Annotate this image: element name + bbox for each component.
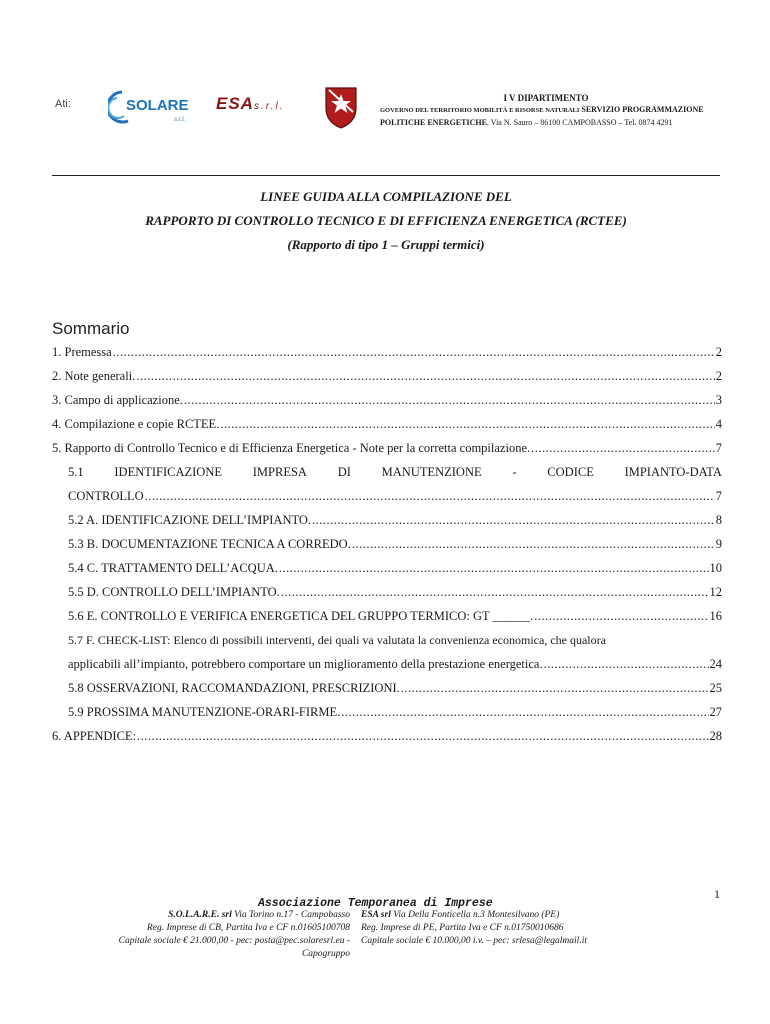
footer-esa-line1: ESA srl Via Della Fonticella n.3 Montesilvano (PE) — [361, 910, 560, 920]
footer-solare-info — [72, 909, 350, 961]
esa-logo-suffix: s.r.l. — [253, 101, 285, 112]
toc-item-5-7-line2[interactable]: applicabili all’impianto, potrebbero comportare un miglioramento della prestazione energetica. ..... 24 — [52, 652, 722, 676]
toc-page: 7 — [715, 489, 722, 503]
toc-item-5-6[interactable]: 5.6 E. CONTROLLO E VERIFICA ENERGETICA DEL GRUPPO TERMICO: GT ______. ..... 16 — [52, 604, 722, 628]
footer-esa-line2: Reg. Imprese di PE, Partita Iva e CF n.01750010686 — [361, 923, 564, 933]
title-line3: (Rapporto di tipo 1 – Gruppi termici) — [287, 237, 485, 252]
toc-item-5-1-line2[interactable]: CONTROLLO ..... 7 — [52, 484, 722, 508]
toc-page: 16 — [709, 609, 722, 623]
toc-heading: Sommario — [52, 319, 130, 338]
footer-solare-line1: S.O.L.A.R.E. srl Via Torino n.17 - Campobasso — [168, 910, 350, 920]
toc-page: 10 — [709, 561, 722, 575]
toc-item-campo-applicazione[interactable]: 3. Campo di applicazione. ..... 3 — [52, 388, 722, 412]
header-divider — [52, 175, 720, 176]
footer-solare-line2: Reg. Imprese di CB, Partita Iva e CF n.01605100708 — [146, 923, 350, 933]
department-line1: GOVERNO DEL TERRITORIO MOBILITÀ E RISORSE NATURALI SERVIZIO PROGRAMMAZIONE — [380, 105, 704, 114]
toc-page: 2 — [715, 345, 722, 359]
toc-page: 24 — [709, 657, 722, 671]
toc-page: 25 — [709, 681, 722, 695]
toc-page: 7 — [715, 441, 722, 455]
toc-page: 9 — [715, 537, 722, 551]
toc-item-premessa[interactable]: 1. Premessa ..... 2 — [52, 340, 722, 364]
solare-logo-sub: s.r.l. — [174, 117, 186, 123]
title-line2: RAPPORTO DI CONTROLLO TECNICO E DI EFFICIENZA ENERGETICA (RCTEE) — [145, 213, 627, 228]
toc-page: 4 — [715, 417, 722, 431]
toc-item-appendice[interactable]: 6. APPENDICE: ..... 28 — [52, 724, 722, 748]
toc-item-compilazione[interactable]: 4. Compilazione e copie RCTEE. ..... 4 — [52, 412, 722, 436]
solare-logo-text: SOLARE — [126, 97, 189, 114]
toc-item-5-7-line1[interactable]: 5.7 F. CHECK-LIST: Elenco di possibili interventi, dei quali va valutata la convenienza economica, che qualora — [68, 633, 606, 647]
molise-crest-icon — [322, 84, 360, 130]
page-number: 1 — [714, 887, 720, 901]
toc-item-5-5[interactable]: 5.5 D. CONTROLLO DELL’IMPIANTO. ..... 12 — [52, 580, 722, 604]
esa-logo-text: ESA — [216, 94, 254, 113]
toc-item-5-4[interactable]: 5.4 C. TRATTAMENTO DELL’ACQUA. ..... 10 — [52, 556, 722, 580]
footer-solare-line3: Capitale sociale € 21.000,00 - pec: posta@pec.solaresrl.eu - Capogruppo — [118, 936, 350, 959]
ati-label: Ati: — [55, 98, 71, 110]
toc-item-5-3[interactable]: 5.3 B. DOCUMENTAZIONE TECNICA A CORREDO. ..... 9 — [52, 532, 722, 556]
table-of-contents — [52, 340, 722, 748]
toc-item-rapporto-controllo[interactable]: 5. Rapporto di Controllo Tecnico e di Efficienza Energetica - Note per la corretta compilazione. ..... 7 — [52, 436, 722, 460]
toc-page: 12 — [709, 585, 722, 599]
toc-item-5-2[interactable]: 5.2 A. IDENTIFICAZIONE DELL’IMPIANTO. ..... 8 — [52, 508, 722, 532]
toc-item-note-generali[interactable]: 2. Note generali. ..... 2 — [52, 364, 722, 388]
department-line2: POLITICHE ENERGETICHE. Via N. Sauro – 86100 CAMPOBASSO – Tel. 0874 4291 — [380, 118, 673, 127]
solare-logo — [108, 88, 194, 128]
footer-ati-title: Associazione Temporanea di Imprese — [258, 897, 493, 910]
toc-page: 3 — [715, 393, 722, 407]
toc-page: 8 — [715, 513, 722, 527]
toc-item-5-8[interactable]: 5.8 OSSERVAZIONI, RACCOMANDAZIONI, PRESCRIZIONI. ..... 25 — [52, 676, 722, 700]
toc-page: 2 — [715, 369, 722, 383]
esa-logo — [216, 94, 284, 114]
toc-page: 28 — [709, 729, 722, 743]
department-title: I V DIPARTIMENTO — [503, 93, 589, 103]
toc-item-5-9[interactable]: 5.9 PROSSIMA MANUTENZIONE-ORARI-FIRME. ..... 27 — [52, 700, 722, 724]
title-line1: LINEE GUIDA ALLA COMPILAZIONE DEL — [260, 189, 512, 204]
footer-esa-info — [361, 909, 651, 948]
toc-item-5-1-line1[interactable]: 5.1 IDENTIFICAZIONE IMPRESA DI MANUTENZIONE - CODICE IMPIANTO-DATA — [68, 465, 722, 479]
document-title — [52, 185, 720, 257]
footer-esa-line3: Capitale sociale € 10.000,00 i.v. – pec: srlesa@legalmail.it — [361, 936, 587, 946]
department-header — [380, 92, 712, 129]
toc-page: 27 — [709, 705, 722, 719]
